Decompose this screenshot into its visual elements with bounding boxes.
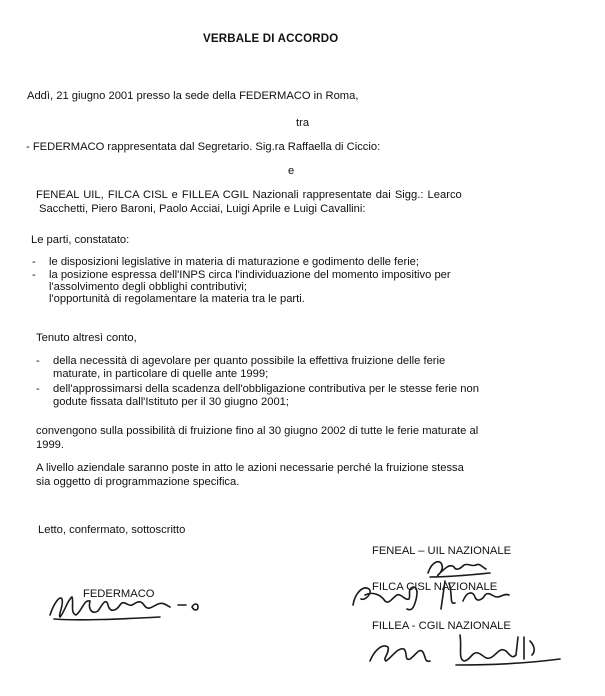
- agreement-line2: 1999.: [36, 439, 64, 451]
- party-unions-line1: FENEAL UIL, FILCA CISL e FILLEA CGIL Nazionali rappresentate dai Sigg.: Learco: [36, 189, 462, 201]
- bullet: -: [32, 269, 36, 281]
- list-item-text: godute fissata dall'Istituto per il 30 giugno 2001;: [53, 396, 289, 408]
- document-title: VERBALE DI ACCORDO: [203, 33, 339, 45]
- bullet: -: [36, 355, 40, 367]
- intro-line: Addì, 21 giugno 2001 presso la sede della FEDERMACO in Roma,: [27, 90, 359, 102]
- list-item-text: l'assolvimento degli obblighi contributivi;: [49, 281, 248, 293]
- company-line1: A livello aziendale saranno poste in atto le azioni necessarie perché la fruizione stessa: [36, 462, 464, 474]
- party-unions-line2: Sacchetti, Piero Baroni, Paolo Acciai, Luigi Aprile e Luigi Cavallini:: [39, 203, 366, 215]
- signature-federmaco: [40, 585, 240, 625]
- list-item-text: maturate, in particolare di quelle ante 1999;: [53, 368, 269, 380]
- considered-intro: Le parti, constatato:: [31, 234, 130, 246]
- sign-label-filca: FILCA CISL NAZIONALE: [372, 581, 498, 593]
- bullet: -: [36, 383, 40, 395]
- sign-label-fillea: FILLEA - CGIL NAZIONALE: [372, 620, 511, 632]
- bullet: -: [32, 256, 36, 268]
- sign-label-federmaco: FEDERMACO: [83, 588, 155, 600]
- list-item-text: l'opportunità di regolamentare la materia tra le parti.: [49, 293, 305, 305]
- signature-filca: [345, 575, 525, 615]
- list-item-text: le disposizioni legislative in materia di maturazione e godimento delle ferie;: [49, 256, 420, 268]
- list-item-text: la posizione espressa dell'INPS circa l'individuazione del momento impositivo per: [49, 269, 451, 281]
- list-item-text: dell'approssimarsi della scadenza dell'obbligazione contributiva per le stesse ferie non: [53, 383, 479, 395]
- also-intro: Tenuto altresì conto,: [36, 332, 137, 344]
- sign-label-feneal: FENEAL – UIL NAZIONALE: [372, 545, 512, 557]
- list-item-text: della necessità di agevolare per quanto possibile la effettiva fruizione delle ferie: [53, 355, 446, 367]
- signed-line: Letto, confermato, sottoscritto: [38, 524, 186, 536]
- company-line2: sia oggetto di programmazione specifica.: [36, 476, 240, 488]
- tra-word: tra: [296, 117, 310, 129]
- agreement-line1: convengono sulla possibilità di fruizione fino al 30 giugno 2002 di tutte le ferie maturate al: [36, 425, 479, 437]
- party-federmaco: - FEDERMACO rappresentata dal Segretario. Sig.ra Raffaella di Ciccio:: [26, 141, 381, 153]
- e-word: e: [288, 165, 295, 177]
- signature-fillea: [360, 625, 580, 670]
